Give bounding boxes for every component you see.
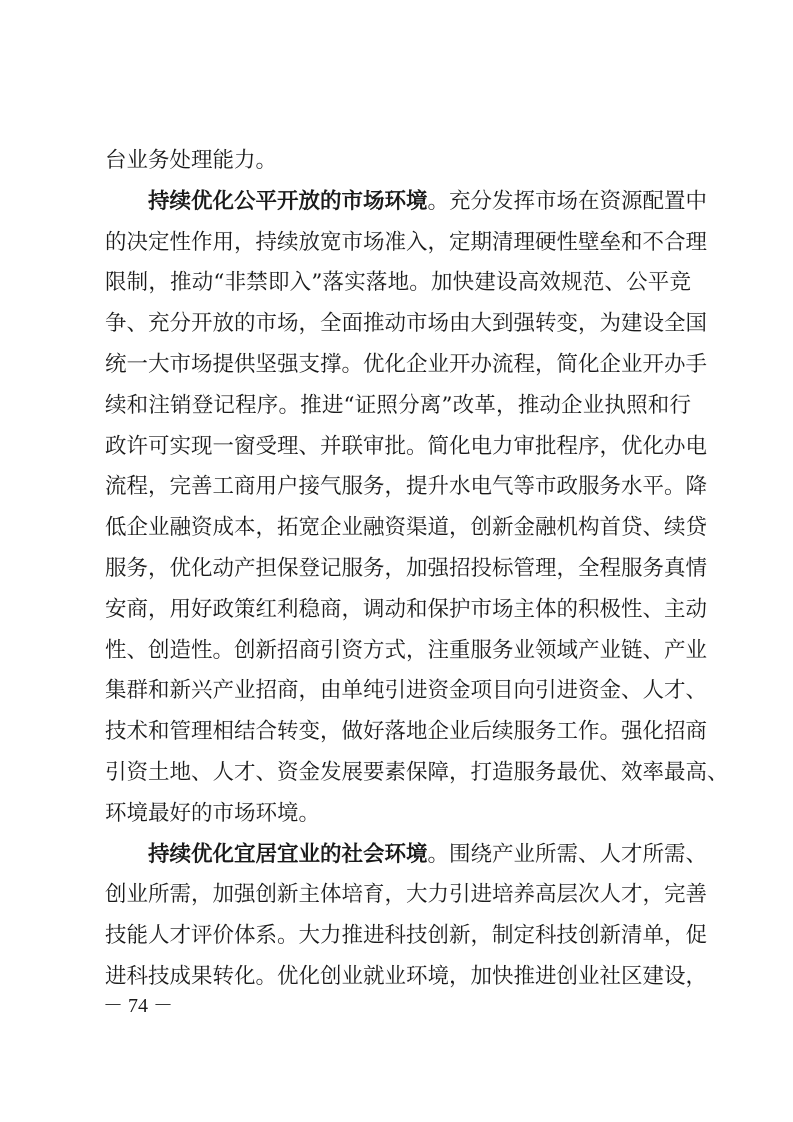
text-line <box>105 304 708 345</box>
text-line <box>105 875 708 916</box>
text-line <box>105 671 708 712</box>
section-heading: 持续优化公平开放的市场环境 <box>148 188 428 214</box>
line-text: 台业务处理能力。 <box>105 148 278 173</box>
text-line <box>105 182 708 223</box>
line-text: 限制，推动“非禁即入”落实落地。加快建设高效规范、公平竞 <box>105 270 691 296</box>
line-text: 政许可实现一窗受理、并联审批。简化电力审批程序，优化办电 <box>105 433 708 459</box>
page-number: － 74 － <box>103 995 173 1017</box>
text-line <box>105 549 708 590</box>
text-line <box>105 916 708 957</box>
text-line <box>105 263 691 304</box>
text-line <box>105 712 708 753</box>
line-text: 进科技成果转化。优化创业就业环境，加快推进创业社区建设， <box>105 963 708 989</box>
line-text: 续和注销登记程序。推进“证照分离”改革，推动企业执照和行 <box>105 392 691 418</box>
line-text: 。充分发挥市场在资源配置中 <box>427 188 708 214</box>
line-text: 流程，完善工商用户接气服务，提升水电气等市政服务水平。降 <box>105 474 708 500</box>
section-heading: 持续优化宜居宜业的社会环境 <box>148 841 428 867</box>
text-line <box>105 223 708 264</box>
line-text: 安商，用好政策红利稳商，调动和保护市场主体的积极性、主动 <box>105 596 708 622</box>
text-line <box>105 957 708 998</box>
line-text: 集群和新兴产业招商，由单纯引进资金项目向引进资金、人才、 <box>105 678 708 704</box>
line-text: 低企业融资成本，拓宽企业融资渠道，创新金融机构首贷、续贷 <box>105 515 708 541</box>
line-text: 统一大市场提供坚强支撑。优化企业开办流程，简化企业开办手 <box>105 351 708 377</box>
text-line <box>105 467 708 508</box>
text-line <box>105 753 729 794</box>
line-text: 服务，优化动产担保登记服务，加强招投标管理，全程服务真情 <box>105 555 708 581</box>
text-line <box>105 835 708 876</box>
text-line <box>105 386 691 427</box>
line-text: 技能人才评价体系。大力推进科技创新，制定科技创新清单，促 <box>105 923 708 949</box>
line-text: 。围绕产业所需、人才所需、 <box>427 841 708 867</box>
line-text: 引资土地、人才、资金发展要素保障，打造服务最优、效率最高、 <box>105 759 729 785</box>
text-line <box>105 345 708 386</box>
text-line <box>105 427 708 468</box>
line-text: 性、创造性。创新招商引资方式，注重服务业领域产业链、产业 <box>105 637 708 663</box>
line-text: 争、充分开放的市场，全面推动市场由大到强转变，为建设全国 <box>105 311 708 337</box>
text-line <box>105 141 691 182</box>
text-line <box>105 631 708 672</box>
text-line <box>105 508 708 549</box>
line-text: 创业所需，加强创新主体培育，大力引进培养高层次人才，完善 <box>105 882 708 908</box>
body-text <box>105 141 729 998</box>
text-line <box>105 590 708 631</box>
line-text: 技术和管理相结合转变，做好落地企业后续服务工作。强化招商 <box>105 719 708 745</box>
line-text: 环境最好的市场环境。 <box>105 800 321 826</box>
text-line <box>105 794 691 835</box>
line-text: 的决定性作用，持续放宽市场准入，定期清理硬性壁垒和不合理 <box>105 229 708 255</box>
